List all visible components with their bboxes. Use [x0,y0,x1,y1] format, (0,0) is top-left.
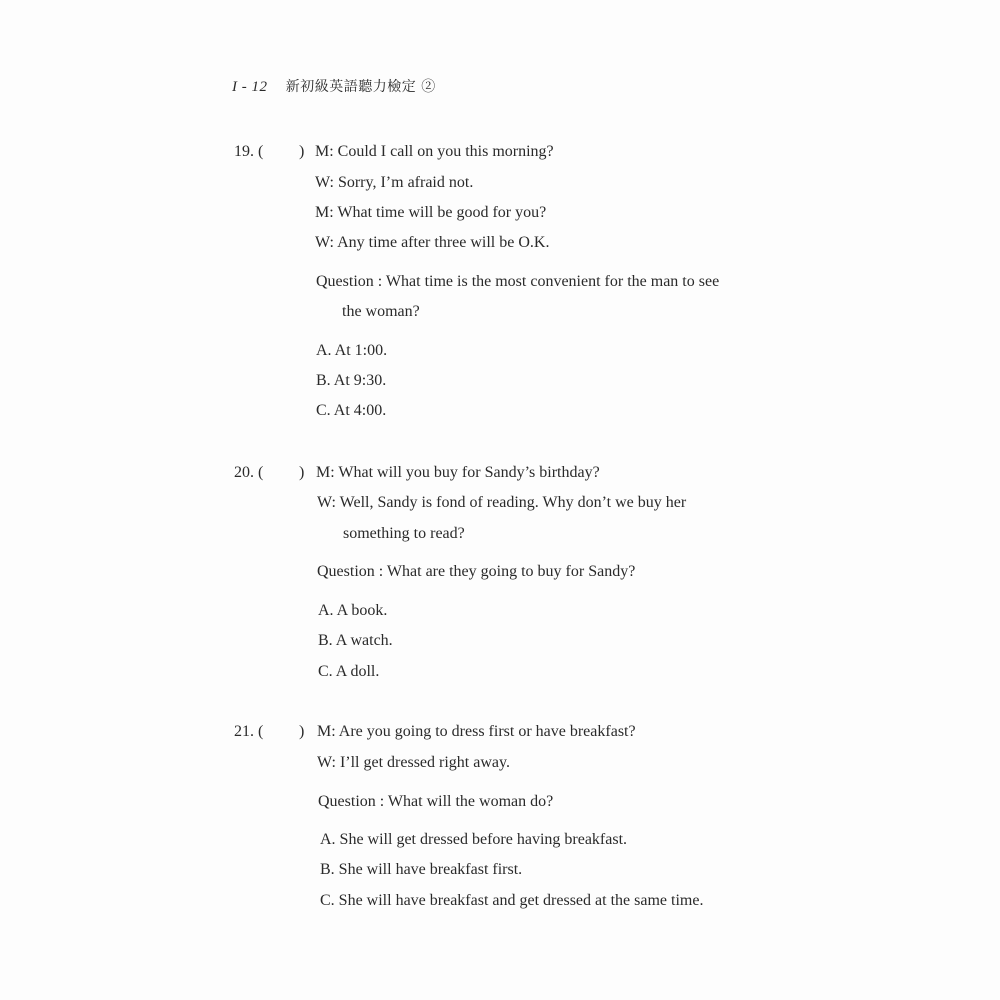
question-number: 19. ( [234,143,264,160]
dialogue-line: M: Could I call on you this morning? [315,143,554,160]
question-text: Question : What time is the most convenient for the man to see [316,273,720,290]
answer-paren: ) [299,723,305,740]
answer-paren: ) [299,464,305,481]
dialogue-line: W: Any time after three will be O.K. [315,234,550,251]
page-number: I - 12 [232,79,268,95]
dialogue-line: W: I’ll get dressed right away. [317,754,510,771]
option-a: A. She will get dressed before having breakfast. [320,831,628,848]
option-c: C. She will have breakfast and get dressed at the same time. [320,892,704,909]
page-header [232,76,436,96]
dialogue-line: W: Sorry, I’m afraid not. [315,174,474,191]
option-b: B. At 9:30. [316,372,387,389]
dialogue-line: M: What time will be good for you? [315,204,547,221]
option-b: B. She will have breakfast first. [320,861,523,878]
question-text: Question : What will the woman do? [318,793,554,810]
option-a: A. At 1:00. [316,342,388,359]
dialogue-line: W: Well, Sandy is fond of reading. Why don’t we buy her [317,494,687,511]
question-text-continued: the woman? [342,303,420,320]
answer-paren: ) [299,143,305,160]
question-text: Question : What are they going to buy for Sandy? [317,563,636,580]
option-a: A. A book. [318,602,388,619]
book-title: 新初級英語聽力檢定 ② [285,79,436,95]
option-b: B. A watch. [318,632,393,649]
option-c: C. At 4:00. [316,402,387,419]
option-c: C. A doll. [318,663,380,680]
dialogue-line: M: Are you going to dress first or have breakfast? [317,723,636,740]
question-number: 21. ( [234,723,264,740]
dialogue-line: M: What will you buy for Sandy’s birthday? [316,464,600,481]
dialogue-line-continued: something to read? [343,525,465,542]
question-number: 20. ( [234,464,264,481]
